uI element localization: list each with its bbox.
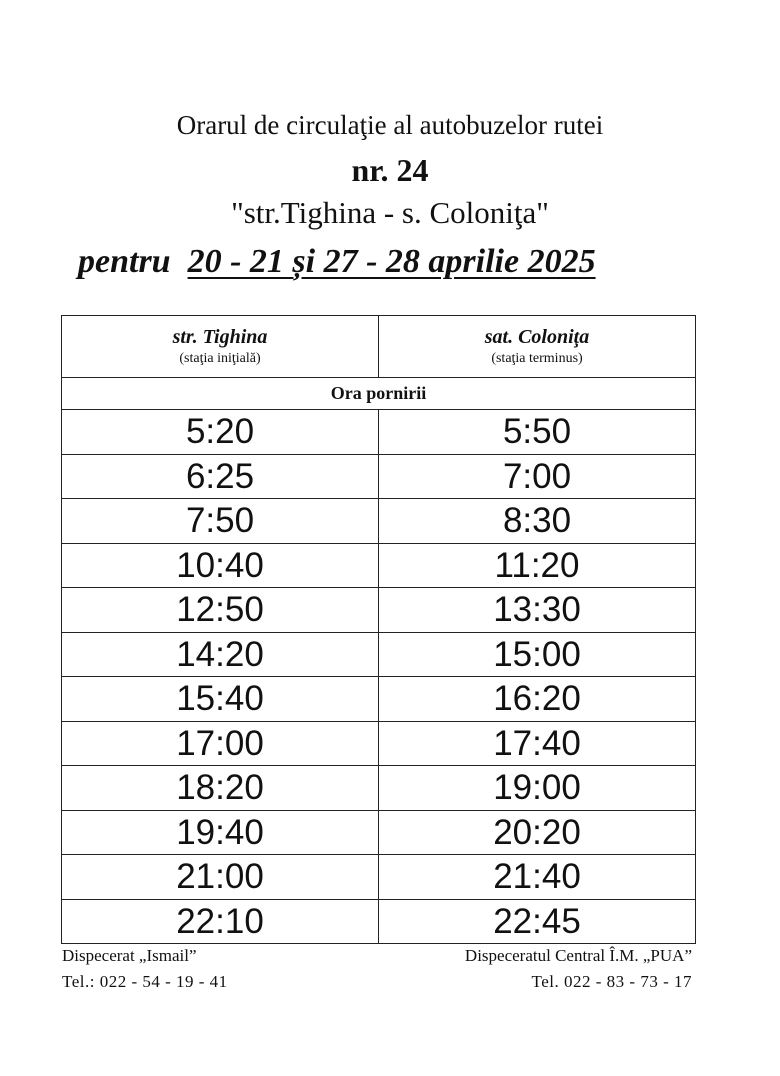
period-prefix: pentru	[78, 243, 171, 280]
period-dates: 20 - 21 și 27 - 28 aprilie 2025	[187, 243, 596, 280]
table-row	[62, 499, 696, 544]
departure-time-terminus: 20:20	[379, 810, 696, 855]
departure-time-terminus: 21:40	[379, 855, 696, 900]
table-row	[62, 721, 696, 766]
departure-time-start: 10:40	[62, 543, 379, 588]
departure-time-start: 18:20	[62, 766, 379, 811]
table-row	[62, 677, 696, 722]
table-row	[62, 855, 696, 900]
departure-time-terminus: 5:50	[379, 410, 696, 455]
terminus-stop-note: (staţia terminus)	[491, 351, 583, 366]
departure-time-start: 15:40	[62, 677, 379, 722]
table-row	[62, 454, 696, 499]
table-row	[62, 410, 696, 455]
timetable-body	[62, 410, 696, 944]
departure-time-start: 22:10	[62, 899, 379, 944]
departure-time-terminus: 8:30	[379, 499, 696, 544]
departure-time-terminus: 17:40	[379, 721, 696, 766]
departure-time-start: 19:40	[62, 810, 379, 855]
central-dispatcher-phone: Tel. 022 - 83 - 73 - 17	[531, 972, 692, 991]
left-dispatcher-phone: Tel.: 022 - 54 - 19 - 41	[62, 972, 228, 991]
departure-time-start: 12:50	[62, 588, 379, 633]
departure-time-terminus: 7:00	[379, 454, 696, 499]
departure-time-start: 7:50	[62, 499, 379, 544]
table-row	[62, 899, 696, 944]
left-dispatcher-name: Dispecerat „Ismail”	[62, 946, 197, 965]
column-header-start	[62, 316, 379, 378]
route-number: nr. 24	[351, 152, 429, 188]
route-name: "str.Tighina - s. Coloniţa"	[231, 195, 549, 230]
schedule-title: Orarul de circulaţie al autobuzelor rutei	[176, 110, 604, 140]
departure-time-terminus: 15:00	[379, 632, 696, 677]
departure-time-start: 5:20	[62, 410, 379, 455]
table-row	[62, 766, 696, 811]
departure-time-terminus: 22:45	[379, 899, 696, 944]
departure-time-start: 6:25	[62, 454, 379, 499]
departure-time-terminus: 13:30	[379, 588, 696, 633]
validity-period	[78, 243, 596, 281]
table-row	[62, 588, 696, 633]
terminus-stop-name: sat. Coloniţa	[484, 326, 590, 348]
departure-time-label: Ora pornirii	[62, 378, 696, 410]
central-dispatcher-name: Dispeceratul Central Î.M. „PUA”	[464, 946, 692, 965]
timetable	[61, 315, 696, 944]
departure-time-start: 21:00	[62, 855, 379, 900]
departure-time-terminus: 19:00	[379, 766, 696, 811]
start-stop-name: str. Tighina	[172, 326, 268, 348]
table-row	[62, 543, 696, 588]
departure-time-start: 14:20	[62, 632, 379, 677]
table-row	[62, 810, 696, 855]
table-row	[62, 632, 696, 677]
column-header-terminus	[379, 316, 696, 378]
departure-time-terminus: 11:20	[379, 543, 696, 588]
start-stop-note: (staţia iniţială)	[179, 351, 261, 366]
departure-time-start: 17:00	[62, 721, 379, 766]
departure-time-terminus: 16:20	[379, 677, 696, 722]
